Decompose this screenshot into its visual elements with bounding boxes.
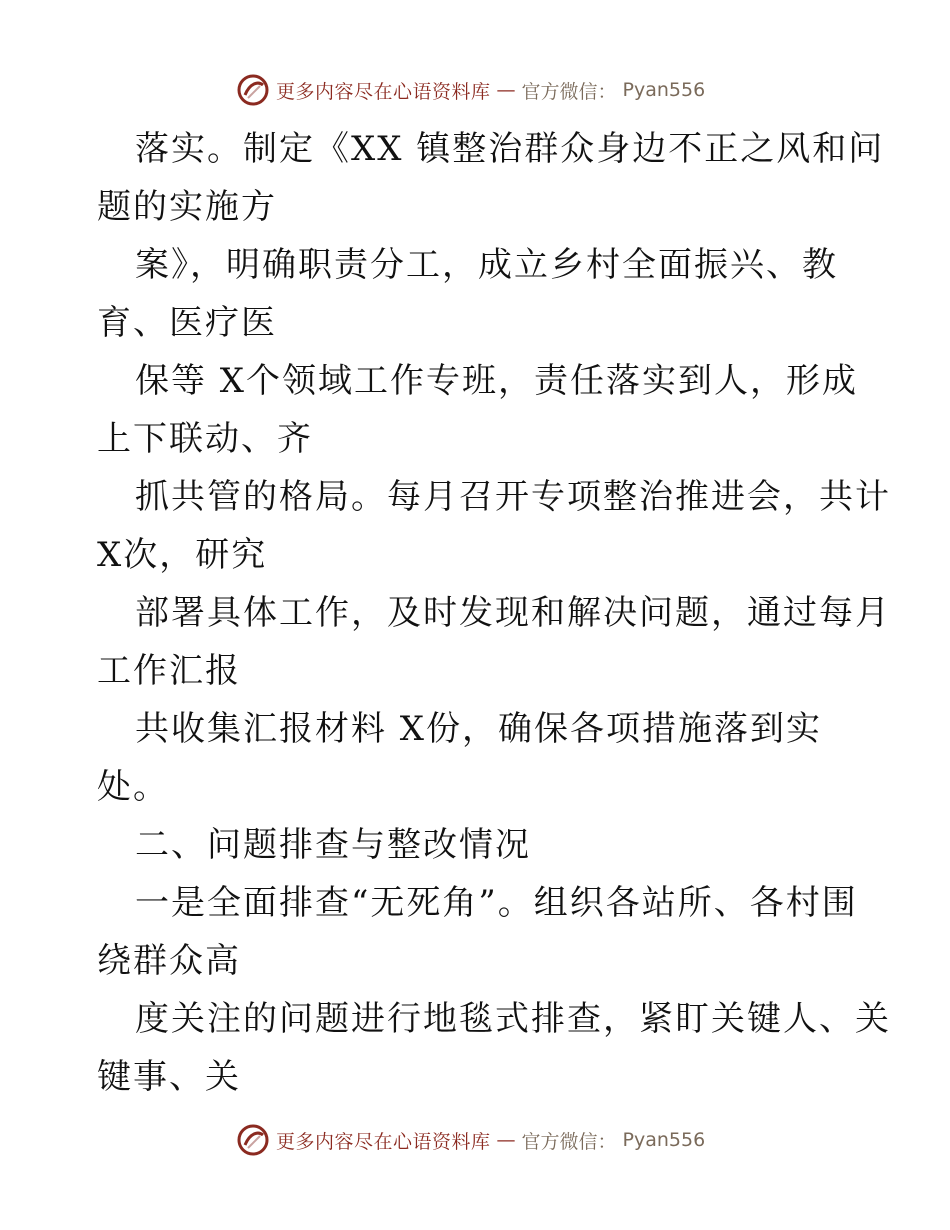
text-line: 育、医疗医: [97, 303, 277, 343]
header-separator: —: [496, 79, 516, 101]
text-line: 上下联动、齐: [97, 419, 313, 459]
text-line: 键事、关: [97, 1057, 241, 1097]
section-heading: 二、问题排查与整改情况: [135, 825, 531, 865]
footer-separator: —: [496, 1129, 516, 1151]
text-line: 题的实施方: [97, 187, 277, 227]
header-wechat-id: Pyan556: [622, 79, 706, 101]
header-watermark-banner: [236, 72, 705, 108]
text-line: X次，研究: [97, 535, 268, 575]
text-line: 一是全面排查“无死角”。组织各站所、各村围: [135, 883, 858, 923]
body-text: [97, 120, 891, 1106]
text-line: 绕群众高: [97, 941, 241, 981]
brand-logo-icon: [236, 73, 270, 107]
text-line: 共收集汇报材料 X份，确保各项措施落到实: [135, 709, 823, 749]
text-line: 度关注的问题进行地毯式排查，紧盯关键人、关: [135, 999, 891, 1039]
footer-wechat-label: 官方微信：: [521, 1130, 617, 1153]
header-brand-text: 更多内容尽在心语资料库: [276, 80, 491, 103]
text-line: 部署具体工作，及时发现和解决问题，通过每月: [135, 593, 891, 633]
header-wechat-label: 官方微信：: [521, 80, 617, 103]
footer-watermark-banner: [236, 1122, 705, 1158]
brand-logo-icon: [236, 1123, 270, 1157]
footer-brand-text: 更多内容尽在心语资料库: [276, 1130, 491, 1153]
text-line: 落实。制定《XX 镇整治群众身边不正之风和问: [135, 129, 885, 169]
text-line: 处。: [97, 767, 169, 807]
text-line: 工作汇报: [97, 651, 241, 691]
text-line: 抓共管的格局。每月召开专项整治推进会，共计: [135, 477, 891, 517]
footer-wechat-id: Pyan556: [622, 1129, 706, 1151]
text-line: 案》，明确职责分工，成立乡村全面振兴、教: [135, 245, 838, 285]
text-line: 保等 X个领域工作专班，责任落实到人，形成: [135, 361, 859, 401]
